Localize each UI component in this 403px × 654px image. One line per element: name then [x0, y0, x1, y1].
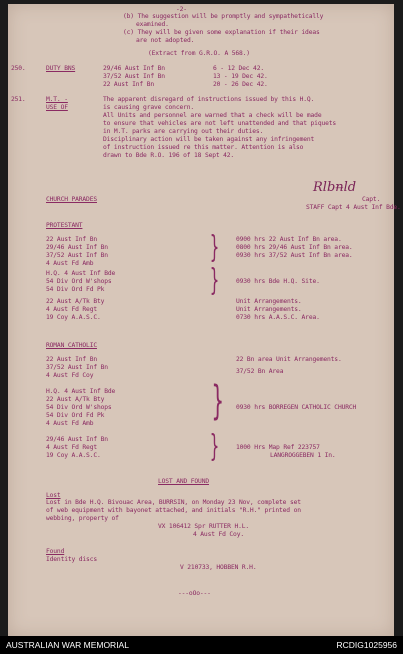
para-number: 251.: [11, 96, 26, 103]
record-id: RCDIG1025956: [336, 640, 397, 650]
arrangement: 0730 hrs A.A.S.C. Area.: [236, 314, 320, 321]
subsection-heading: PROTESTANT: [46, 222, 83, 229]
unit: H.Q. 4 Aust Inf Bde: [46, 388, 116, 395]
unit: 4 Aust Fd Amb: [46, 260, 94, 267]
para-heading: M.T. -: [46, 96, 68, 103]
para-heading: DUTY BNS: [46, 65, 76, 72]
body-line: of web equipment with bayonet attached, and initials "R.H." printed on: [46, 507, 301, 514]
top-text: examined.: [136, 21, 169, 28]
arrangement: 1000 Hrs Map Ref 223757: [236, 444, 320, 451]
unit: 4 Aust Fd Coy: [46, 372, 94, 379]
body-line: in M.T. parks are carrying out their duties.: [103, 128, 264, 135]
owner-unit: 4 Aust Fd Coy.: [193, 531, 244, 538]
unit: 29/46 Aust Inf Bn: [46, 244, 108, 251]
top-text: (b) The suggestion will be promptly and sympathetically: [123, 13, 324, 20]
unit: 4 Aust Fd Regt: [46, 306, 97, 313]
subsection-heading: ROMAN CATHOLIC: [46, 342, 97, 349]
duty-date: 20 - 26 Dec 42.: [213, 81, 268, 88]
archive-footer: [0, 636, 403, 654]
duty-row: 22 Aust Inf Bn: [103, 81, 154, 88]
unit: 37/52 Aust Inf Bn: [46, 364, 108, 371]
unit: 54 Div Ord Fd Pk: [46, 412, 105, 419]
unit: 19 Coy A.A.S.C.: [46, 452, 101, 459]
para-heading: USE OF: [46, 104, 68, 111]
bracket: }: [209, 263, 220, 298]
owner: VX 106412 Spr RUTTER H.L.: [158, 523, 250, 530]
duty-date: 6 - 12 Dec 42.: [213, 65, 264, 72]
body-line: webbing, property of: [46, 515, 119, 522]
arrangement: 22 Bn area Unit Arrangements.: [236, 356, 342, 363]
unit: 54 Div Ord W'shops: [46, 404, 112, 411]
body-line: to ensure that vehicles are not left unattended and that piquets: [103, 120, 337, 127]
unit: 54 Div Ord Fd Pk: [46, 286, 105, 293]
unit: 22 Aust A/Tk Bty: [46, 298, 105, 305]
document-page: [8, 4, 401, 636]
extract-line: (Extract from G.R.O. A 568.): [148, 50, 250, 57]
page-number: -2-: [176, 6, 187, 13]
duty-row: 29/46 Aust Inf Bn: [103, 65, 165, 72]
unit: 19 Coy A.A.S.C.: [46, 314, 101, 321]
para-number: 250.: [11, 65, 26, 72]
signature-rank: Capt.: [362, 196, 381, 203]
found-item: Identity discs: [46, 556, 97, 563]
arrangement: Unit Arrangements.: [236, 298, 302, 305]
end-mark: ---oOo---: [178, 590, 211, 597]
unit: 22 Aust Inf Bn: [46, 236, 97, 243]
unit: 54 Div Ord W'shops: [46, 278, 112, 285]
body-line: The apparent disregard of instructions issued by this H.Q.: [103, 96, 315, 103]
arrangement: 0930 hrs Bde H.Q. Site.: [236, 278, 320, 285]
bracket: }: [209, 230, 220, 265]
section-heading: LOST AND FOUND: [158, 478, 209, 485]
arrangement: Unit Arrangements.: [236, 306, 302, 313]
arrangement: 0930 hrs 37/52 Aust Inf Bn area.: [236, 252, 353, 259]
duty-row: 37/52 Aust Inf Bn: [103, 73, 165, 80]
arrangement: 0930 hrs BORREGEN CATHOLIC CHURCH: [236, 404, 357, 411]
unit: 22 Aust Inf Bn: [46, 356, 97, 363]
unit: 4 Aust Fd Regt: [46, 444, 97, 451]
arrangement: 0800 hrs 29/46 Aust Inf Bn area.: [236, 244, 353, 251]
duty-date: 13 - 19 Dec 42.: [213, 73, 268, 80]
lost-heading: Lost: [46, 492, 61, 499]
bracket: }: [211, 378, 225, 424]
unit: 29/46 Aust Inf Bn: [46, 436, 108, 443]
body-line: Lost in Bde H.Q. Bivouac Area, BURRSIN, on Monday 23 Nov, complete set: [46, 499, 301, 506]
found-by: V 210733, HOBBEN R.H.: [180, 564, 257, 571]
body-line: Disciplinary action will be taken against any infringement: [103, 136, 315, 143]
arrangement: 0900 hrs 22 Aust Inf Bn area.: [236, 236, 342, 243]
body-line: drawn to Bde R.O. 196 of 18 Sept 42.: [103, 152, 235, 159]
top-text: (c) They will be given some explanation if their ideas: [123, 29, 320, 36]
body-line: is causing grave concern.: [103, 104, 195, 111]
bracket: }: [209, 429, 220, 464]
signature-title: STAFF Capt 4 Aust Inf Bde.: [306, 204, 401, 211]
section-heading: CHURCH PARADES: [46, 196, 97, 203]
body-line: of instruction issued re this matter. Attention is also: [103, 144, 304, 151]
unit: 37/52 Aust Inf Bn: [46, 252, 108, 259]
signature: Rlbn̶ld: [313, 180, 357, 195]
top-text: are not adopted.: [136, 37, 195, 44]
unit: 4 Aust Fd Amb: [46, 420, 94, 427]
body-line: All Units and personnel are warned that a check will be made: [103, 112, 322, 119]
unit: H.Q. 4 Aust Inf Bde: [46, 270, 116, 277]
found-heading: Found: [46, 548, 65, 555]
unit: 22 Aust A/Tk Bty: [46, 396, 105, 403]
arrangement: LANGROGGEBEN 1 In.: [270, 452, 336, 459]
arrangement: 37/52 Bn Area: [236, 368, 284, 375]
archive-name: AUSTRALIAN WAR MEMORIAL: [6, 640, 129, 650]
